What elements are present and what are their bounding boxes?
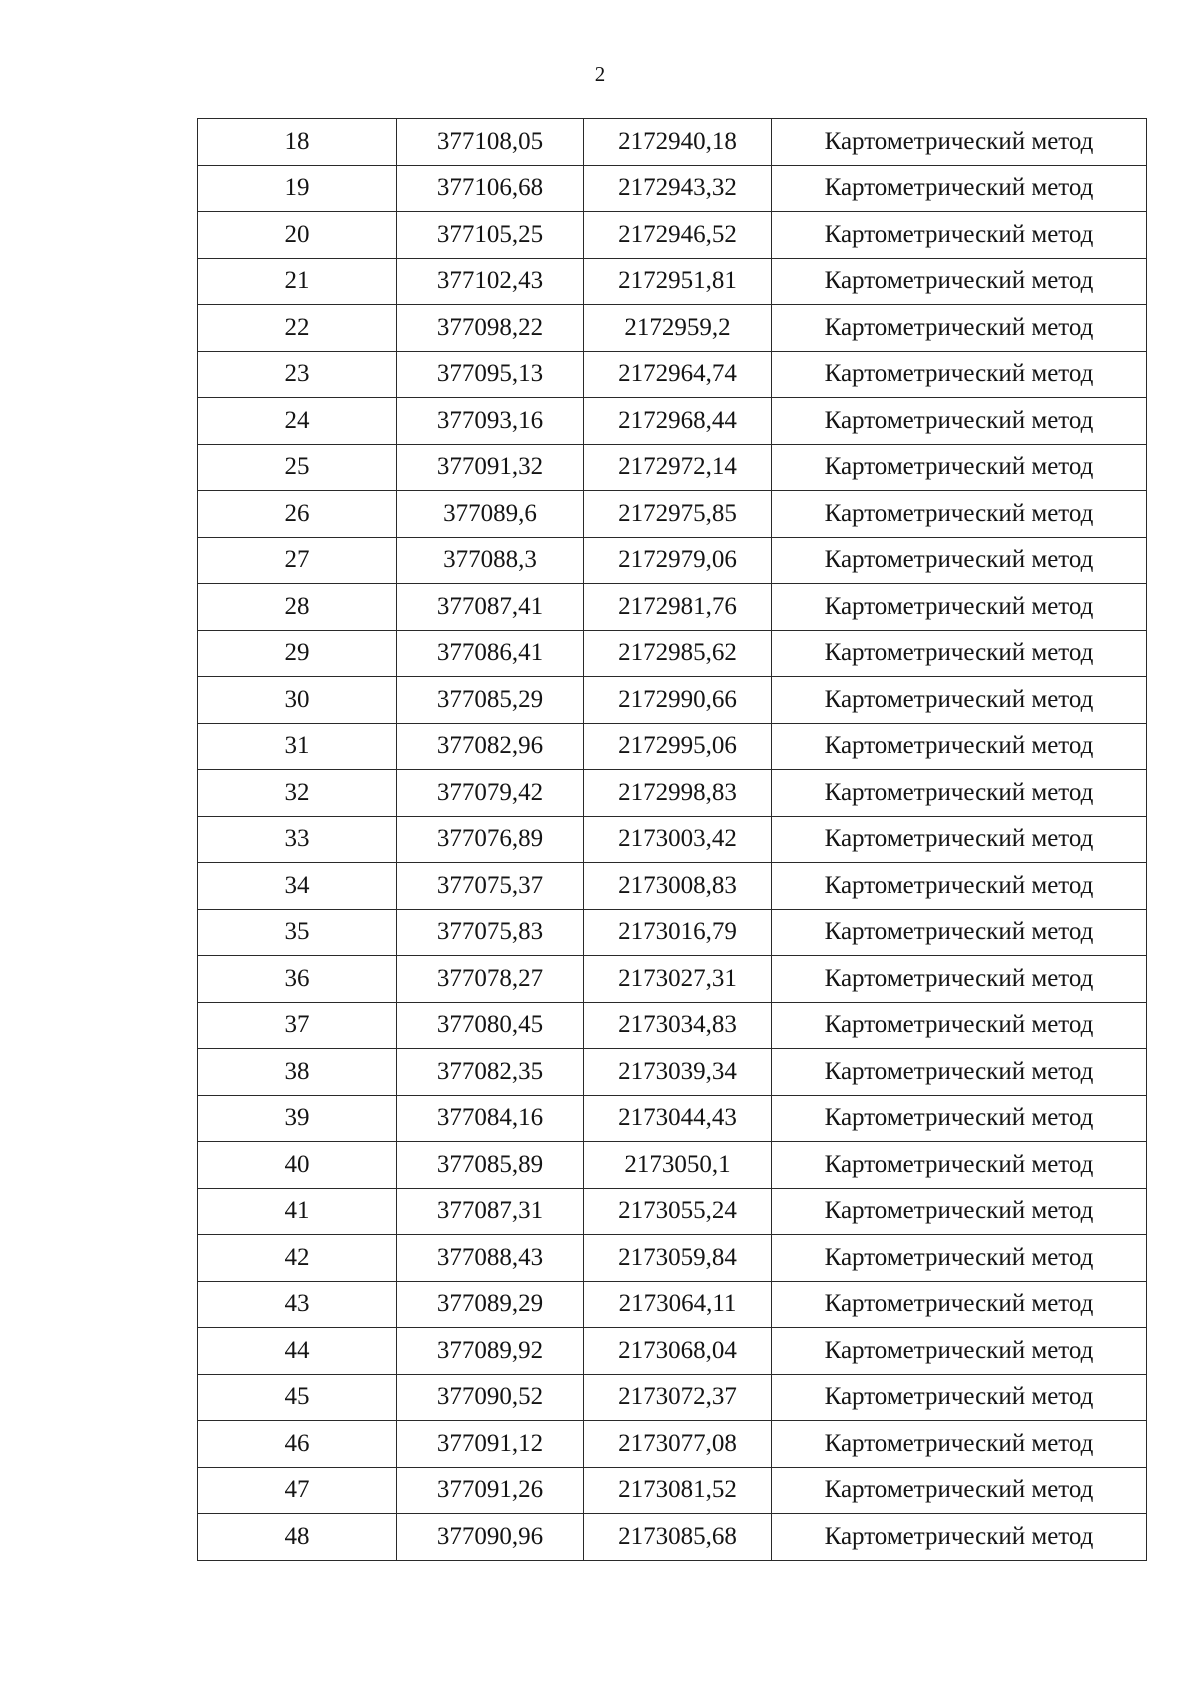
method-cell: Картометрический метод: [772, 1328, 1147, 1375]
method-cell: Картометрический метод: [772, 1142, 1147, 1189]
method-cell: Картометрический метод: [772, 956, 1147, 1003]
point-number-cell: 45: [198, 1374, 397, 1421]
method-cell: Картометрический метод: [772, 909, 1147, 956]
page-number: 2: [594, 62, 606, 86]
y-coordinate-cell: 2172968,44: [584, 398, 772, 445]
method-cell: Картометрический метод: [772, 1095, 1147, 1142]
method-cell: Картометрический метод: [772, 1049, 1147, 1096]
point-number-cell: 24: [198, 398, 397, 445]
x-coordinate-cell: 377078,27: [397, 956, 584, 1003]
table-row: [198, 258, 1147, 305]
y-coordinate-cell: 2173081,52: [584, 1467, 772, 1514]
table-row: [198, 1002, 1147, 1049]
y-coordinate-cell: 2173059,84: [584, 1235, 772, 1282]
point-number-cell: 33: [198, 816, 397, 863]
y-coordinate-cell: 2172972,14: [584, 444, 772, 491]
y-coordinate-cell: 2173050,1: [584, 1142, 772, 1189]
x-coordinate-cell: 377082,35: [397, 1049, 584, 1096]
method-cell: Картометрический метод: [772, 119, 1147, 166]
method-cell: Картометрический метод: [772, 1514, 1147, 1561]
table-row: [198, 444, 1147, 491]
x-coordinate-cell: 377079,42: [397, 770, 584, 817]
x-coordinate-cell: 377091,12: [397, 1421, 584, 1468]
point-number-cell: 31: [198, 723, 397, 770]
point-number-cell: 26: [198, 491, 397, 538]
table-row: [198, 630, 1147, 677]
table-row: [198, 723, 1147, 770]
table-row: [198, 1328, 1147, 1375]
method-cell: Картометрический метод: [772, 816, 1147, 863]
point-number-cell: 38: [198, 1049, 397, 1096]
point-number-cell: 22: [198, 305, 397, 352]
method-cell: Картометрический метод: [772, 584, 1147, 631]
x-coordinate-cell: 377085,89: [397, 1142, 584, 1189]
y-coordinate-cell: 2173034,83: [584, 1002, 772, 1049]
x-coordinate-cell: 377088,43: [397, 1235, 584, 1282]
x-coordinate-cell: 377087,31: [397, 1188, 584, 1235]
method-cell: Картометрический метод: [772, 444, 1147, 491]
y-coordinate-cell: 2173072,37: [584, 1374, 772, 1421]
point-number-cell: 39: [198, 1095, 397, 1142]
point-number-cell: 18: [198, 119, 397, 166]
table-row: [198, 1421, 1147, 1468]
x-coordinate-cell: 377089,92: [397, 1328, 584, 1375]
coordinates-table: [197, 118, 1147, 1561]
table-row: [198, 863, 1147, 910]
method-cell: Картометрический метод: [772, 212, 1147, 259]
x-coordinate-cell: 377091,26: [397, 1467, 584, 1514]
method-cell: Картометрический метод: [772, 258, 1147, 305]
table-row: [198, 1281, 1147, 1328]
y-coordinate-cell: 2172951,81: [584, 258, 772, 305]
x-coordinate-cell: 377098,22: [397, 305, 584, 352]
table-row: [198, 212, 1147, 259]
point-number-cell: 23: [198, 351, 397, 398]
point-number-cell: 21: [198, 258, 397, 305]
point-number-cell: 30: [198, 677, 397, 724]
method-cell: Картометрический метод: [772, 537, 1147, 584]
method-cell: Картометрический метод: [772, 491, 1147, 538]
x-coordinate-cell: 377089,6: [397, 491, 584, 538]
point-number-cell: 42: [198, 1235, 397, 1282]
y-coordinate-cell: 2172985,62: [584, 630, 772, 677]
x-coordinate-cell: 377075,37: [397, 863, 584, 910]
table-row: [198, 537, 1147, 584]
table-row: [198, 816, 1147, 863]
table-row: [198, 1188, 1147, 1235]
x-coordinate-cell: 377093,16: [397, 398, 584, 445]
x-coordinate-cell: 377108,05: [397, 119, 584, 166]
point-number-cell: 20: [198, 212, 397, 259]
method-cell: Картометрический метод: [772, 1467, 1147, 1514]
table-row: [198, 956, 1147, 1003]
table-row: [198, 119, 1147, 166]
table-row: [198, 677, 1147, 724]
method-cell: Картометрический метод: [772, 630, 1147, 677]
x-coordinate-cell: 377080,45: [397, 1002, 584, 1049]
method-cell: Картометрический метод: [772, 1188, 1147, 1235]
point-number-cell: 43: [198, 1281, 397, 1328]
method-cell: Картометрический метод: [772, 1002, 1147, 1049]
y-coordinate-cell: 2172964,74: [584, 351, 772, 398]
y-coordinate-cell: 2172946,52: [584, 212, 772, 259]
table-row: [198, 909, 1147, 956]
method-cell: Картометрический метод: [772, 723, 1147, 770]
table-row: [198, 398, 1147, 445]
point-number-cell: 25: [198, 444, 397, 491]
x-coordinate-cell: 377087,41: [397, 584, 584, 631]
x-coordinate-cell: 377090,52: [397, 1374, 584, 1421]
table-row: [198, 584, 1147, 631]
x-coordinate-cell: 377105,25: [397, 212, 584, 259]
table-row: [198, 1374, 1147, 1421]
point-number-cell: 40: [198, 1142, 397, 1189]
method-cell: Картометрический метод: [772, 305, 1147, 352]
method-cell: Картометрический метод: [772, 1235, 1147, 1282]
y-coordinate-cell: 2173068,04: [584, 1328, 772, 1375]
table-row: [198, 770, 1147, 817]
point-number-cell: 32: [198, 770, 397, 817]
y-coordinate-cell: 2173027,31: [584, 956, 772, 1003]
y-coordinate-cell: 2173085,68: [584, 1514, 772, 1561]
point-number-cell: 44: [198, 1328, 397, 1375]
table-row: [198, 165, 1147, 212]
table-row: [198, 1095, 1147, 1142]
y-coordinate-cell: 2173044,43: [584, 1095, 772, 1142]
method-cell: Картометрический метод: [772, 863, 1147, 910]
y-coordinate-cell: 2173039,34: [584, 1049, 772, 1096]
y-coordinate-cell: 2172943,32: [584, 165, 772, 212]
x-coordinate-cell: 377076,89: [397, 816, 584, 863]
point-number-cell: 41: [198, 1188, 397, 1235]
table-row: [198, 305, 1147, 352]
table-row: [198, 1142, 1147, 1189]
point-number-cell: 46: [198, 1421, 397, 1468]
point-number-cell: 28: [198, 584, 397, 631]
y-coordinate-cell: 2172979,06: [584, 537, 772, 584]
y-coordinate-cell: 2173003,42: [584, 816, 772, 863]
table-row: [198, 1514, 1147, 1561]
method-cell: Картометрический метод: [772, 351, 1147, 398]
y-coordinate-cell: 2172959,2: [584, 305, 772, 352]
point-number-cell: 47: [198, 1467, 397, 1514]
table-row: [198, 351, 1147, 398]
x-coordinate-cell: 377090,96: [397, 1514, 584, 1561]
x-coordinate-cell: 377091,32: [397, 444, 584, 491]
y-coordinate-cell: 2173016,79: [584, 909, 772, 956]
table-row: [198, 491, 1147, 538]
x-coordinate-cell: 377075,83: [397, 909, 584, 956]
y-coordinate-cell: 2172975,85: [584, 491, 772, 538]
point-number-cell: 48: [198, 1514, 397, 1561]
x-coordinate-cell: 377084,16: [397, 1095, 584, 1142]
table-row: [198, 1467, 1147, 1514]
y-coordinate-cell: 2172998,83: [584, 770, 772, 817]
x-coordinate-cell: 377082,96: [397, 723, 584, 770]
x-coordinate-cell: 377088,3: [397, 537, 584, 584]
y-coordinate-cell: 2173055,24: [584, 1188, 772, 1235]
y-coordinate-cell: 2172981,76: [584, 584, 772, 631]
y-coordinate-cell: 2173008,83: [584, 863, 772, 910]
point-number-cell: 37: [198, 1002, 397, 1049]
x-coordinate-cell: 377106,68: [397, 165, 584, 212]
point-number-cell: 27: [198, 537, 397, 584]
method-cell: Картометрический метод: [772, 165, 1147, 212]
method-cell: Картометрический метод: [772, 1421, 1147, 1468]
method-cell: Картометрический метод: [772, 1374, 1147, 1421]
method-cell: Картометрический метод: [772, 770, 1147, 817]
x-coordinate-cell: 377089,29: [397, 1281, 584, 1328]
point-number-cell: 36: [198, 956, 397, 1003]
y-coordinate-cell: 2172995,06: [584, 723, 772, 770]
x-coordinate-cell: 377102,43: [397, 258, 584, 305]
method-cell: Картометрический метод: [772, 398, 1147, 445]
y-coordinate-cell: 2173064,11: [584, 1281, 772, 1328]
y-coordinate-cell: 2172990,66: [584, 677, 772, 724]
method-cell: Картометрический метод: [772, 1281, 1147, 1328]
table-row: [198, 1049, 1147, 1096]
x-coordinate-cell: 377095,13: [397, 351, 584, 398]
point-number-cell: 29: [198, 630, 397, 677]
y-coordinate-cell: 2172940,18: [584, 119, 772, 166]
coordinates-table-body: [198, 119, 1147, 1561]
point-number-cell: 35: [198, 909, 397, 956]
method-cell: Картометрический метод: [772, 677, 1147, 724]
point-number-cell: 34: [198, 863, 397, 910]
point-number-cell: 19: [198, 165, 397, 212]
table-row: [198, 1235, 1147, 1282]
x-coordinate-cell: 377086,41: [397, 630, 584, 677]
y-coordinate-cell: 2173077,08: [584, 1421, 772, 1468]
x-coordinate-cell: 377085,29: [397, 677, 584, 724]
